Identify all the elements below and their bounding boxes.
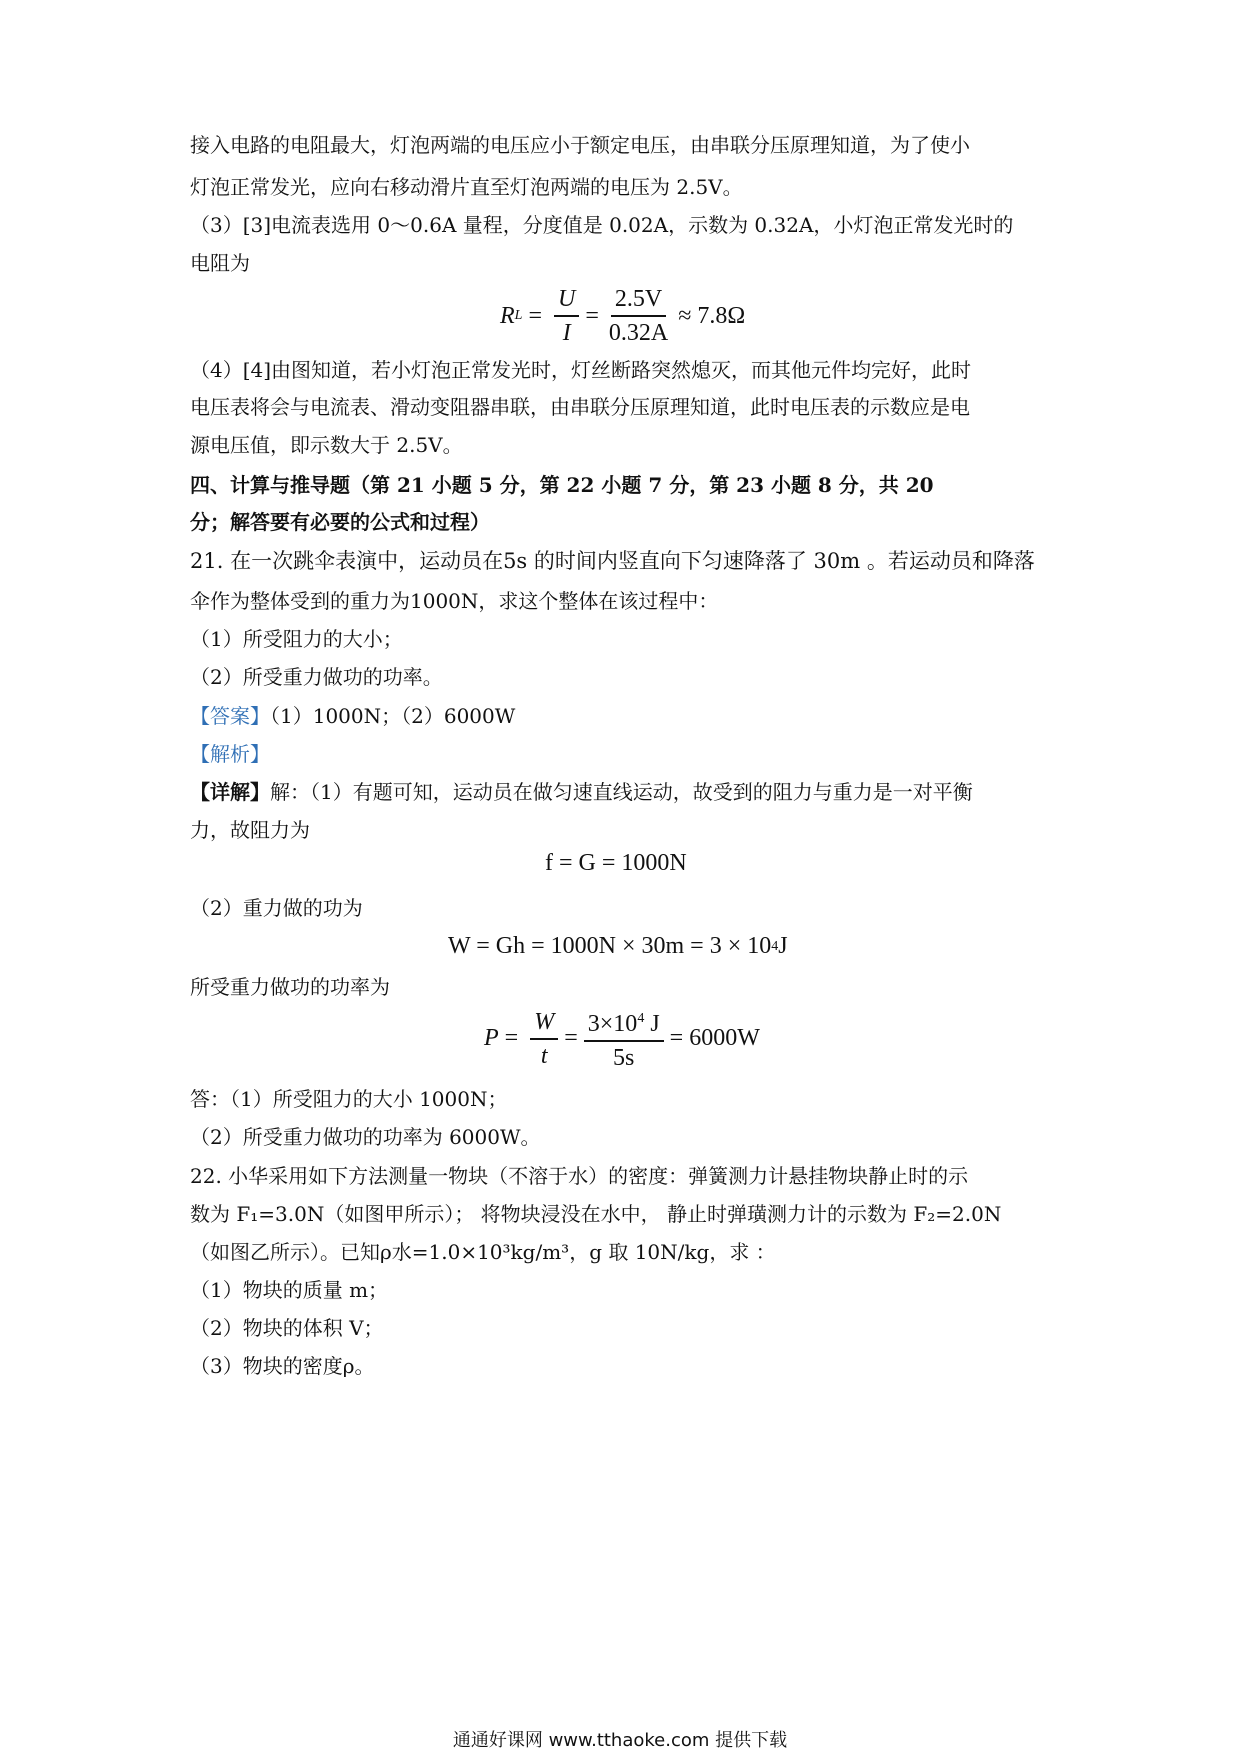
analysis-tag: 【解析】 — [190, 742, 270, 766]
eq-numerator: 2.5V — [611, 285, 666, 317]
detail-line: 力，故阻力为 — [190, 818, 310, 842]
paragraph-line: 源电压值，即示数大于 2.5V。 — [190, 433, 463, 457]
conclusion-line: 答：（1）所受阻力的大小 1000N； — [190, 1087, 508, 1111]
eq-denominator: 0.32A — [608, 320, 669, 346]
eq-unit: J — [778, 933, 788, 959]
eq-numerator: W — [530, 1008, 558, 1040]
question-21-stem: 伞作为整体受到的重力为1000N，求这个整体在该过程中： — [190, 589, 719, 613]
eq-denominator: t — [540, 1042, 548, 1069]
detail-text: 解：（1）有题可知，运动员在做匀速直线运动，故受到的阻力与重力是一对平衡 — [270, 780, 973, 804]
eq-result: ≈ 7.8Ω — [678, 302, 746, 329]
paragraph-line: （3）[3]电流表选用 0～0.6A 量程，分度值是 0.02A，示数为 0.32A，小灯泡正常发光时的 — [190, 213, 1014, 237]
paragraph-line: 电阻为 — [190, 251, 250, 275]
answer-tag: 【答案】 — [190, 704, 270, 728]
conclusion-line: （2）所受重力做功的功率为 6000W。 — [190, 1125, 541, 1149]
equation-w — [448, 933, 788, 960]
paragraph-line: （4）[4]由图知道，若小灯泡正常发光时，灯丝断路突然熄灭，而其他元件均完好，此时 — [190, 358, 972, 382]
question-part: （3）物块的密度ρ。 — [190, 1354, 375, 1378]
eq-numerator: $3\times 10^4$ J — [584, 1005, 664, 1042]
detail-line: 所受重力做功的功率为 — [190, 975, 390, 999]
eq-result: = 6000W — [669, 1025, 760, 1051]
paragraph-line: 电压表将会与电流表、滑动变阻器串联，由串联分压原理知道，此时电压表的示数应是电 — [190, 395, 970, 419]
eq-exponent: 4 — [771, 938, 779, 954]
question-part: （2）物块的体积 V； — [190, 1316, 384, 1340]
eq-numerator: U — [554, 285, 579, 317]
question-part: （1）物块的质量 m； — [190, 1278, 389, 1302]
question-part: （2）所受重力做功的功率。 — [190, 665, 443, 689]
equation-f — [545, 850, 687, 877]
detail-tag: 【详解】 — [190, 780, 270, 804]
eq-subscript: L — [514, 308, 523, 323]
section-heading: 四、计算与推导题（第 21 小题 5 分，第 22 小题 7 分，第 23 小题 8 分，共 20 — [190, 473, 934, 497]
eq-text: f = G = 1000N — [545, 850, 687, 876]
page-footer: 通通好课网 www.tthaoke.com 提供下载 — [452, 1730, 788, 1751]
eq-denominator: I — [562, 320, 571, 346]
answer-line — [190, 702, 515, 730]
section-heading: 分；解答要有必要的公式和过程） — [190, 510, 490, 534]
detail-line — [190, 778, 973, 806]
question-22-line: 22. 小华采用如下方法测量一物块（不溶于水）的密度：弹簧测力计悬挂物块静止时的示 — [190, 1164, 969, 1188]
question-22-line: （如图乙所示）。已知ρ水=1.0×10³kg/m³，g 取 10N/kg，求 ： — [190, 1240, 776, 1264]
paragraph-line: 灯泡正常发光，应向右移动滑片直至灯泡两端的电压为 2.5V。 — [190, 175, 743, 199]
question-part: （1）所受阻力的大小； — [190, 627, 403, 651]
eq-symbol: R — [500, 302, 515, 329]
paragraph-line: 接入电路的电阻最大，灯泡两端的电压应小于额定电压，由串联分压原理知道，为了使小 — [190, 133, 970, 157]
eq-symbol: P — [484, 1025, 499, 1051]
answer-text: （1）1000N；（2）6000W — [270, 704, 516, 728]
detail-line: （2）重力做的功为 — [190, 896, 363, 920]
eq-text: W = Gh = 1000N × 30m = 3 × 10 — [448, 933, 772, 959]
equation-rl: R L = $\frac{U}{I}$ = $\frac{2.5V}{0.32A}$ ≈ 7.8Ω — [500, 286, 746, 346]
equation-p: P = $\frac{W}{t}$ = $\frac{3\times 10^4 J}{5s}$ = 6000W — [484, 1005, 760, 1072]
question-22-line: 数为 F₁=3.0N（如图甲所示）； 将物块浸没在水中， 静止时弹璜测力计的示数为 F₂=2.0N — [190, 1202, 1002, 1226]
eq-denominator: 5s — [613, 1045, 635, 1071]
question-21-stem: 21. 在一次跳伞表演中，运动员在5s 的时间内竖直向下匀速降落了 30m 。若运动员和降落 — [190, 549, 1035, 573]
